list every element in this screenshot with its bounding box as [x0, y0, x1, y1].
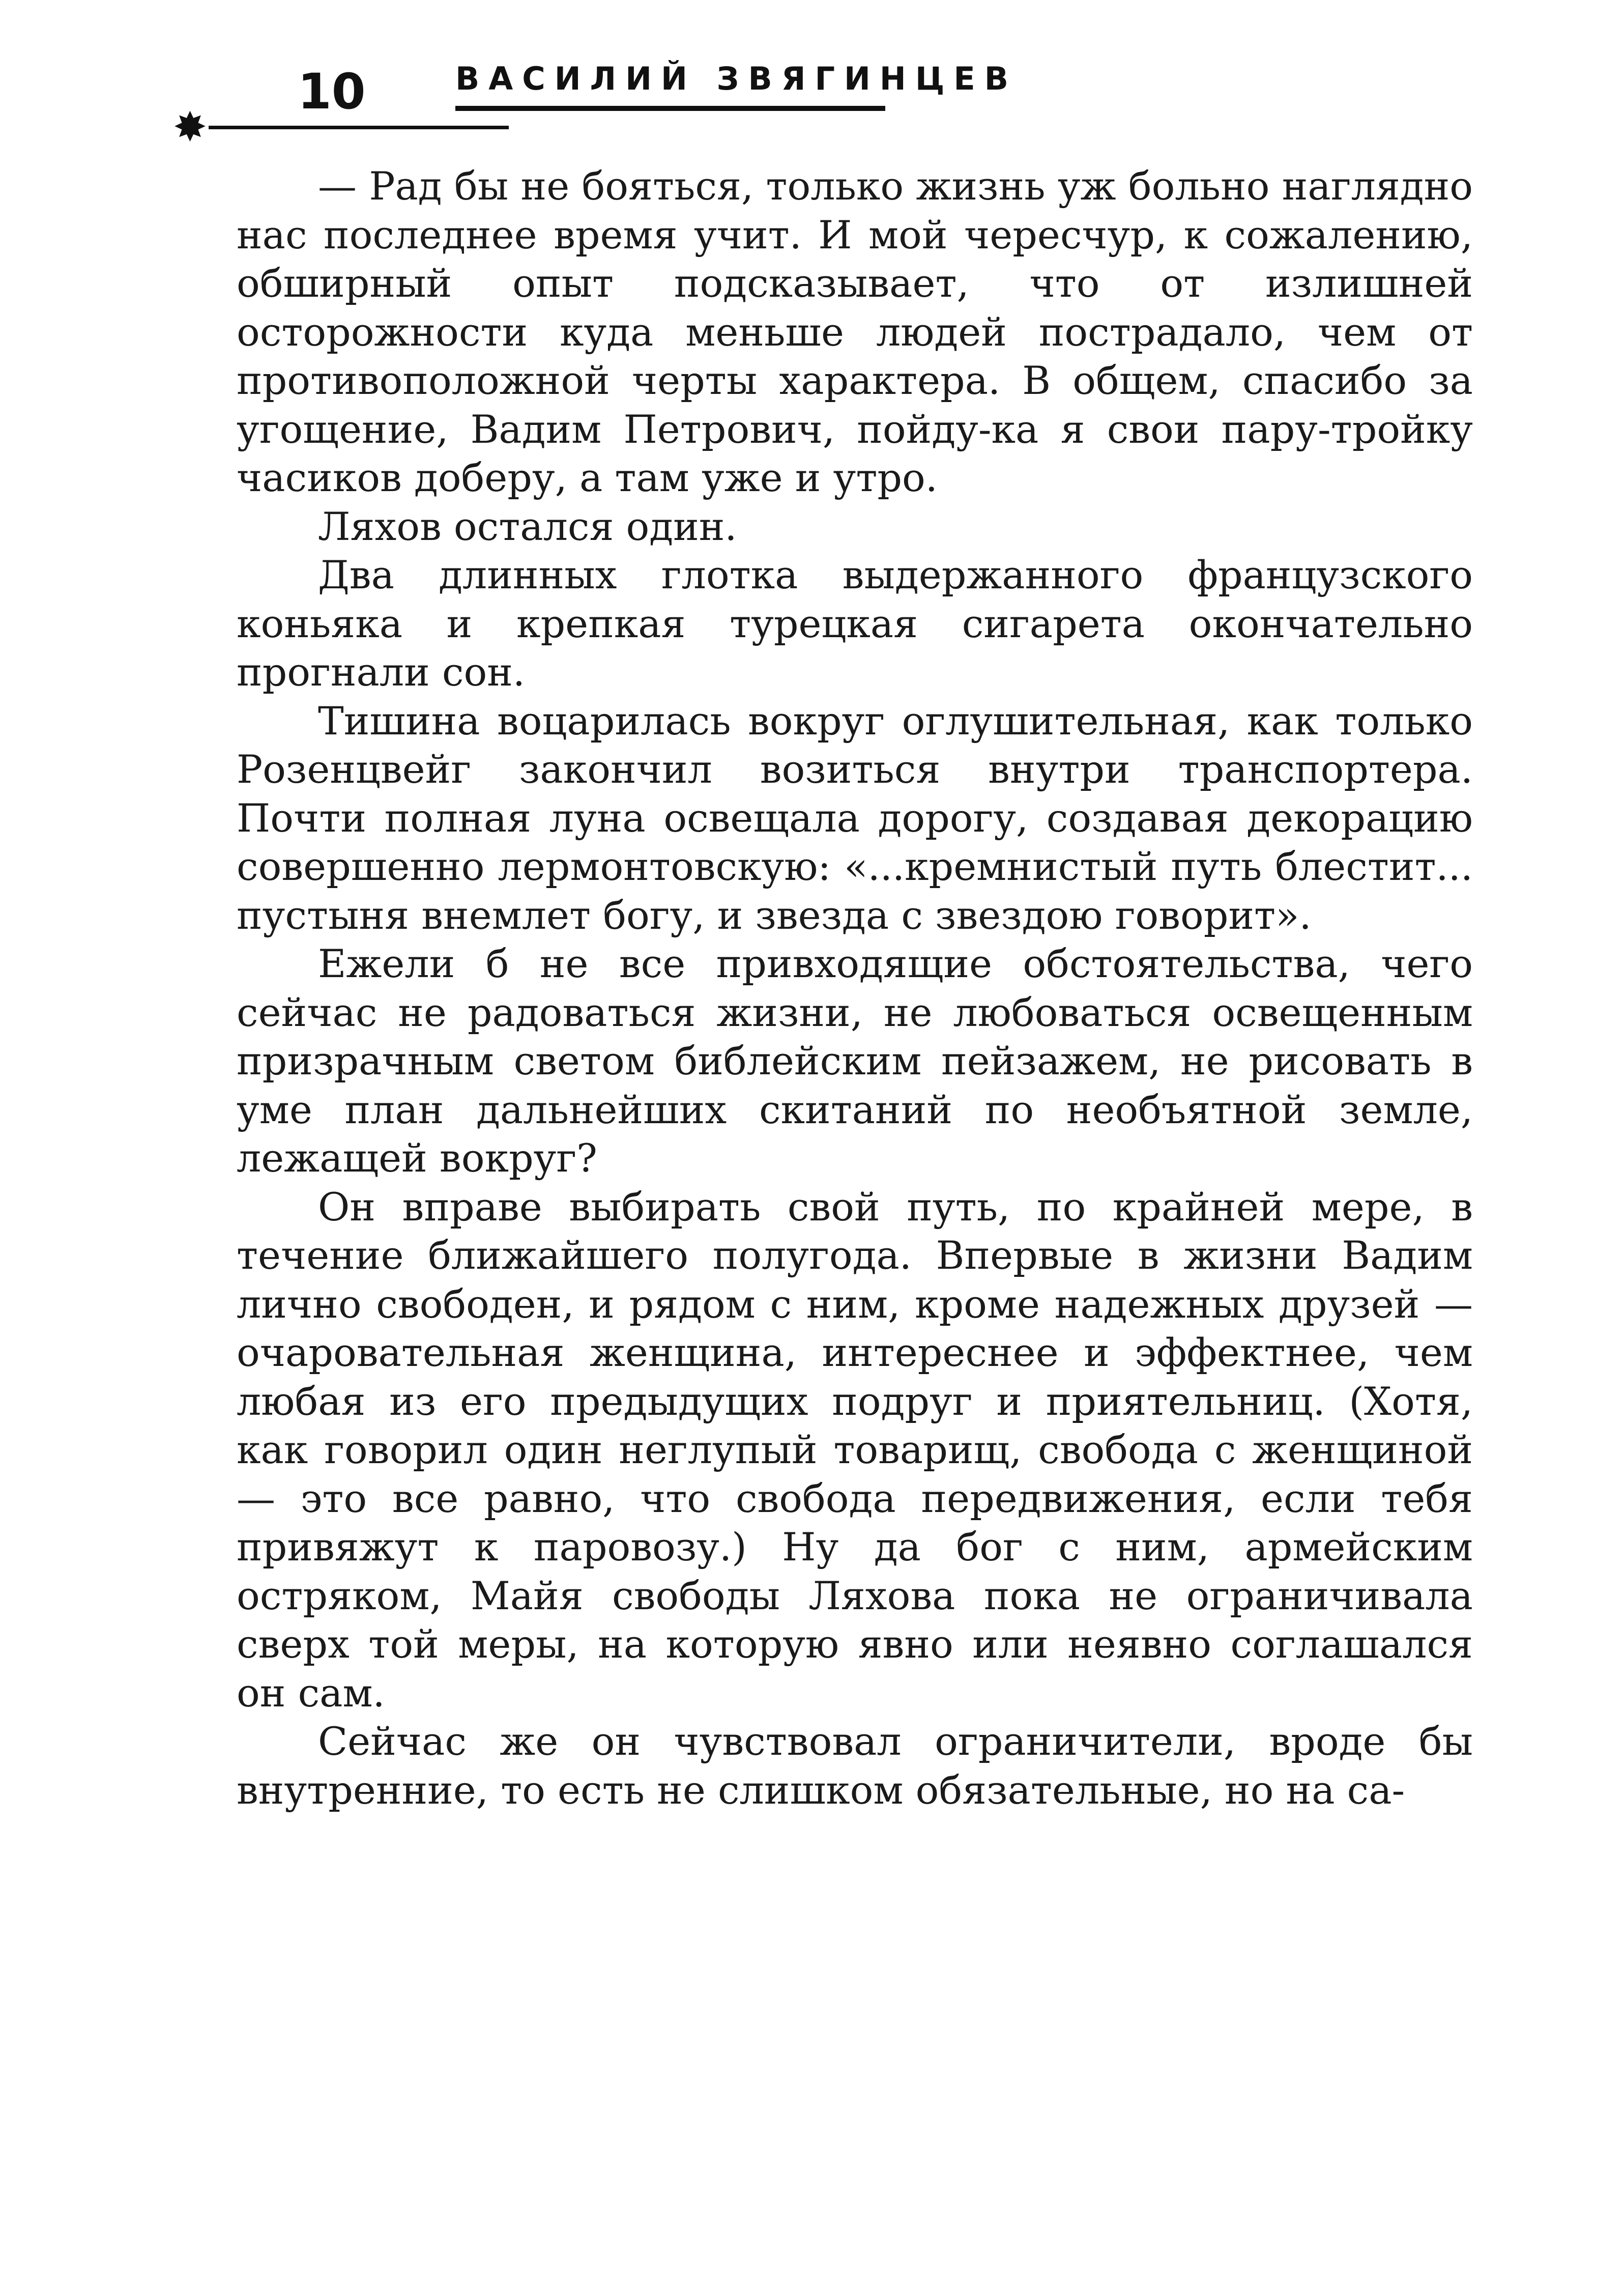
- running-head-author: ВАСИЛИЙ ЗВЯГИНЦЕВ: [455, 60, 1018, 97]
- page-number: 10: [298, 63, 366, 120]
- running-head-underline: [455, 106, 885, 111]
- body-text: [237, 162, 1473, 1814]
- paragraph: Тишина воцарилась вокруг оглушительная, как только Розенцвейг закончил возиться внутри транспортера. Почти полная луна освещала дорогу, создавая декорацию совершенно лермонтовскую: «...кремнистый путь блестит... пустыня внемлет богу, и звезда с звездою говорит».: [237, 698, 1473, 938]
- paragraph: Ежели б не все привходящие обстоятельства, чего сейчас не радоваться жизни, не любоваться освещенным призрачным светом библейским пейзажем, не рисовать в уме план дальнейших скитаний по необъятной земле, лежащей вокруг?: [237, 941, 1473, 1181]
- paragraph: Два длинных глотка выдержанного французского коньяка и крепкая турецкая сигарета окончательно прогнали сон.: [237, 552, 1473, 695]
- paragraph: Ляхов остался один.: [318, 503, 737, 549]
- header-rule: [209, 126, 509, 129]
- star-ornament-icon: ✸: [173, 103, 208, 151]
- paragraph: Сейчас же он чувствовал ограничители, вроде бы внутренние, то есть не слишком обязательные, но на са-: [237, 1719, 1473, 1813]
- paragraph: Он вправе выбирать свой путь, по крайней мере, в течение ближайшего полугода. Впервые в жизни Вадим лично свободен, и рядом с ним, кроме надежных друзей — очаровательная женщина, интереснее и эффектнее, чем любая из его предыдущих подруг и приятельниц. (Хотя, как говорил один неглупый товарищ, свобода с женщиной — это все равно, что свобода передвижения, если тебя привяжут к паровозу.) Ну да бог с ним, армейским остряком, Майя свободы Ляхова пока не ограничивала сверх той меры, на которую явно или неявно соглашался он сам.: [237, 1184, 1473, 1716]
- paragraph: — Рад бы не бояться, только жизнь уж больно наглядно нас последнее время учит. И мой чересчур, к сожалению, обширный опыт подсказывает, что от излишней осторожности куда меньше людей пострадало, чем от противоположной черты характера. В общем, спасибо за угощение, Вадим Петрович, пойду-ка я свои пару-тройку часиков доберу, а там уже и утро.: [237, 163, 1473, 500]
- page-header: [173, 48, 1547, 150]
